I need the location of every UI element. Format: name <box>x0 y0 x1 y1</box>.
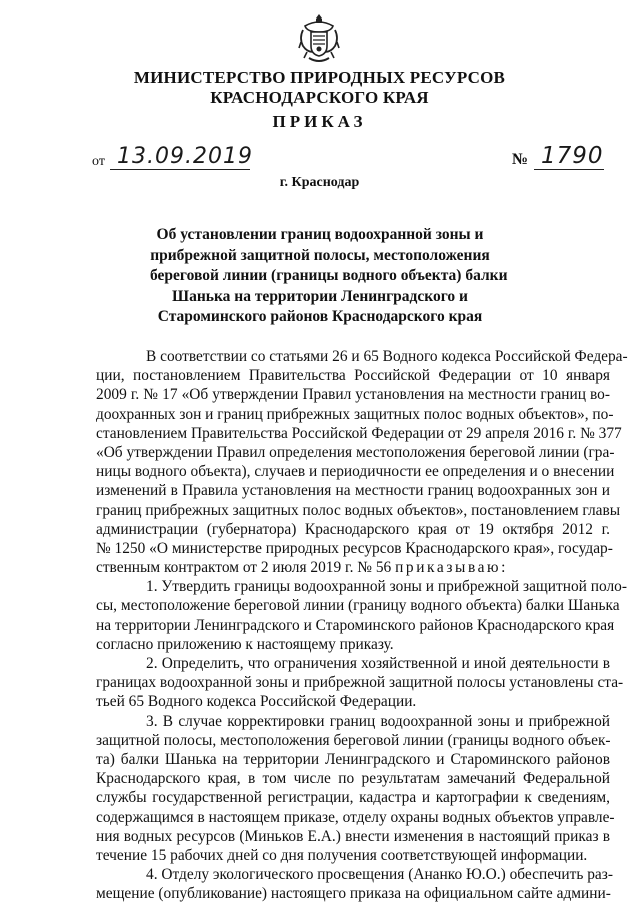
date-number-row <box>0 143 639 173</box>
ministry-name-line2: КРАСНОДАРСКОГО КРАЯ <box>210 88 429 107</box>
body-line: В соответствии со статьями 26 и 65 Водного кодекса Российской Федера- <box>146 348 628 365</box>
item-line: мещение (опубликование) настоящего приказа на официальном сайте админи- <box>96 885 611 903</box>
city-name: г. Краснодар <box>279 175 360 190</box>
order-body <box>96 347 628 903</box>
body-line: доохранных зон и границ прибрежных защитных полос водных объектов», по- <box>96 405 614 423</box>
item-line: 1. Утвердить границы водоохранной зоны и прибрежной защитной поло- <box>146 578 627 596</box>
subject-line: Староминского районов Краснодарского края <box>157 308 483 325</box>
number-underline <box>534 169 604 170</box>
body-line: ницы водного объекта), случаев и периодичности ее определения и о внесении <box>96 463 615 481</box>
body-line: 2009 г. № 17 «Об утверждении Правил установления на местности границ во- <box>96 386 610 404</box>
item-line: 4. Отделу экологического просвещения (Ананко Ю.О.) обеспечить раз- <box>146 866 613 884</box>
document-type-title: ПРИКАЗ <box>272 112 367 131</box>
item-line: течение 15 рабочих дней со дня получения соответствующей информации. <box>96 846 588 864</box>
item-line: содержащимся в настоящем приказе, отделу охраны водных объектов управле- <box>96 808 615 826</box>
subject-line: прибрежной защитной полосы, местоположения <box>150 246 490 264</box>
item-line: 2. Определить, что ограничения хозяйственной и иной деятельности в <box>146 655 610 672</box>
body-line: изменений в Правила установления на местности границ водоохранных зон и <box>96 482 610 500</box>
body-line: администрации (губернатора) Краснодарского края от 19 октября 2012 г. <box>96 520 610 538</box>
body-line-contract <box>96 558 610 577</box>
item-line: тьей 65 Водного кодекса Российской Федерации. <box>96 693 417 711</box>
body-line: № 1250 «О министерстве природных ресурсов Краснодарского края», государ- <box>96 539 613 557</box>
date-prefix: от <box>92 154 105 169</box>
subject-line: Шанька на территории Ленинградского и <box>172 287 468 305</box>
body-line: границ прибрежных защитных полос водных объектов», постановлением главы <box>96 501 621 519</box>
item-line: службы государственной регистрации, кадастра и картографии к сведениям, <box>96 789 610 807</box>
item-line: та) балки Шанька на территории Ленинградского и Староминского районов <box>96 750 610 768</box>
date-underline <box>110 169 250 170</box>
item-line: согласно приложению к настоящему приказу. <box>96 635 394 653</box>
subject-line: береговой линии (границы водного объекта) балки <box>150 267 508 284</box>
order-word: приказываю: <box>395 559 509 577</box>
item-line: сы, местоположение береговой линии (границу водного объекта) балки Шанька <box>96 597 620 615</box>
item-line: 3. В случае корректировки границ водоохранной зоны и прибрежной <box>146 712 610 730</box>
item-line: ния водных ресурсов (Миньков Е.А.) внести изменения в настоящий приказ в <box>96 827 610 845</box>
ministry-name-line1: МИНИСТЕРСТВО ПРИРОДНЫХ РЕСУРСОВ <box>133 68 506 87</box>
handwritten-date: 13.09.2019 <box>117 144 253 169</box>
item-line: защитной полосы, местоположения береговой линии (границы водного объек- <box>96 731 611 749</box>
body-line: становлением Правительства Российской Федерации от 29 апреля 2016 г. № 377 <box>96 424 622 442</box>
handwritten-number: 1790 <box>541 143 604 169</box>
body-line: «Об утверждении Правил определения местоположения береговой линии (гра- <box>96 443 615 461</box>
contract-text: ственным контрактом от 2 июля 2019 г. № 56 <box>96 559 392 577</box>
item-line: Краснодарского края, в том числе по результатам замечаний Федеральной <box>96 770 610 788</box>
item-line: на территории Ленинградского и Староминского районов Краснодарского края <box>96 616 615 634</box>
number-sign: № <box>512 151 529 168</box>
coat-of-arms-emblem <box>297 12 341 64</box>
subject-line: Об установлении границ водоохранной зоны и <box>156 226 484 243</box>
order-subject <box>150 225 508 328</box>
body-line: ции, постановлением Правительства Российской Федерации от 10 января <box>96 367 610 385</box>
item-line: границах водоохранной зоны и прибрежной защитной полосы установлены ста- <box>96 674 624 692</box>
